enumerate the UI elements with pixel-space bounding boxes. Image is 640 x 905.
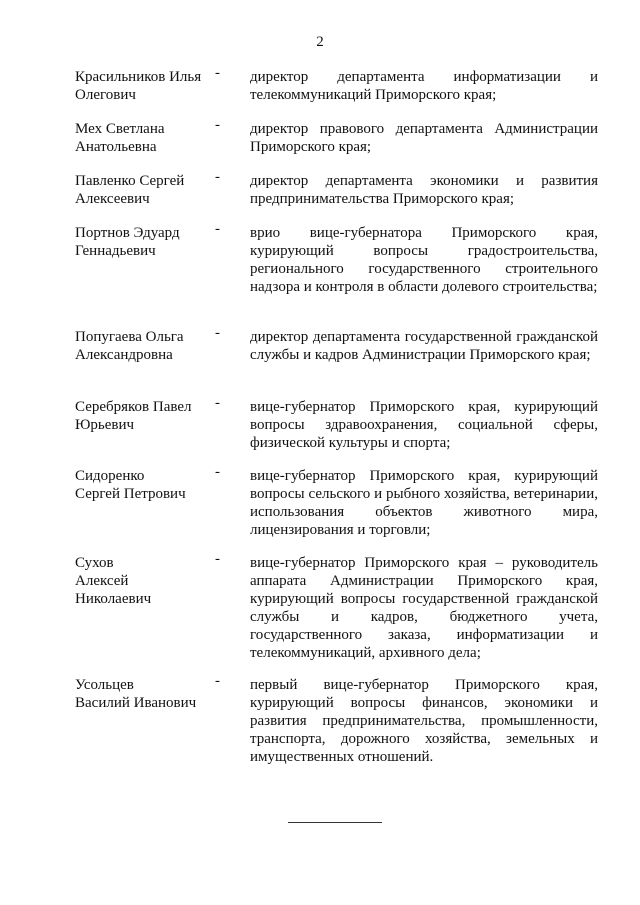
end-divider: [288, 822, 382, 823]
position-description: директор департамента государственной гражданской службы и кадров Администрации Приморского края;: [250, 329, 598, 363]
separator-dash: -: [215, 464, 220, 480]
position-description: вице-губернатор Приморского края – руководитель аппарата Администрации Приморского края, курирующий вопросы государственной гражданской службы и кадров, бюджетного учета, государственного заказа, информатизации и телекоммуникаций, архивного дела;: [250, 555, 598, 661]
position-description: вице-губернатор Приморского края, курирующий вопросы сельского и рыбного хозяйства, ветеринарии, использования объектов животного мира, лицензирования и торговли;: [250, 468, 598, 538]
person-name: Усольцев Василий Иванович: [75, 677, 197, 711]
separator-dash: -: [215, 221, 220, 237]
person-name: Павленко Сергей Алексеевич: [75, 173, 185, 207]
position-description: вице-губернатор Приморского края, курирующий вопросы здравоохранения, социальной сферы, физической культуры и спорта;: [250, 399, 598, 451]
position-description: директор департамента экономики и развития предпринимательства Приморского края;: [250, 173, 598, 207]
separator-dash: -: [215, 395, 220, 411]
person-name: Сухов Алексей Николаевич: [75, 555, 152, 607]
person-name: Сидоренко Сергей Петрович: [75, 468, 186, 502]
position-description: директор департамента информатизации и телекоммуникаций Приморского края;: [250, 69, 598, 103]
position-description: врио вице-губернатора Приморского края, курирующий вопросы градостроительства, регионального государственного строительного надзора и контроля в области долевого строительства;: [250, 225, 598, 295]
person-name: Портнов Эдуард Геннадьевич: [75, 225, 180, 259]
person-name: Красильников Илья Олегович: [75, 69, 202, 103]
separator-dash: -: [215, 65, 220, 81]
separator-dash: -: [215, 117, 220, 133]
position-description: первый вице-губернатор Приморского края, курирующий вопросы финансов, экономики и развития предпринимательства, промышленности, транспорта, дорожного хозяйства, земельных и имущественных отношений.: [250, 677, 598, 765]
person-name: Серебряков Павел Юрьевич: [75, 399, 192, 433]
separator-dash: -: [215, 169, 220, 185]
person-name: Мех Светлана Анатольевна: [75, 121, 165, 155]
position-description: директор правового департамента Администрации Приморского края;: [250, 121, 598, 155]
separator-dash: -: [215, 325, 220, 341]
person-name: Попугаева Ольга Александровна: [75, 329, 184, 363]
separator-dash: -: [215, 673, 220, 689]
separator-dash: -: [215, 551, 220, 567]
page-number: 2: [316, 34, 324, 50]
